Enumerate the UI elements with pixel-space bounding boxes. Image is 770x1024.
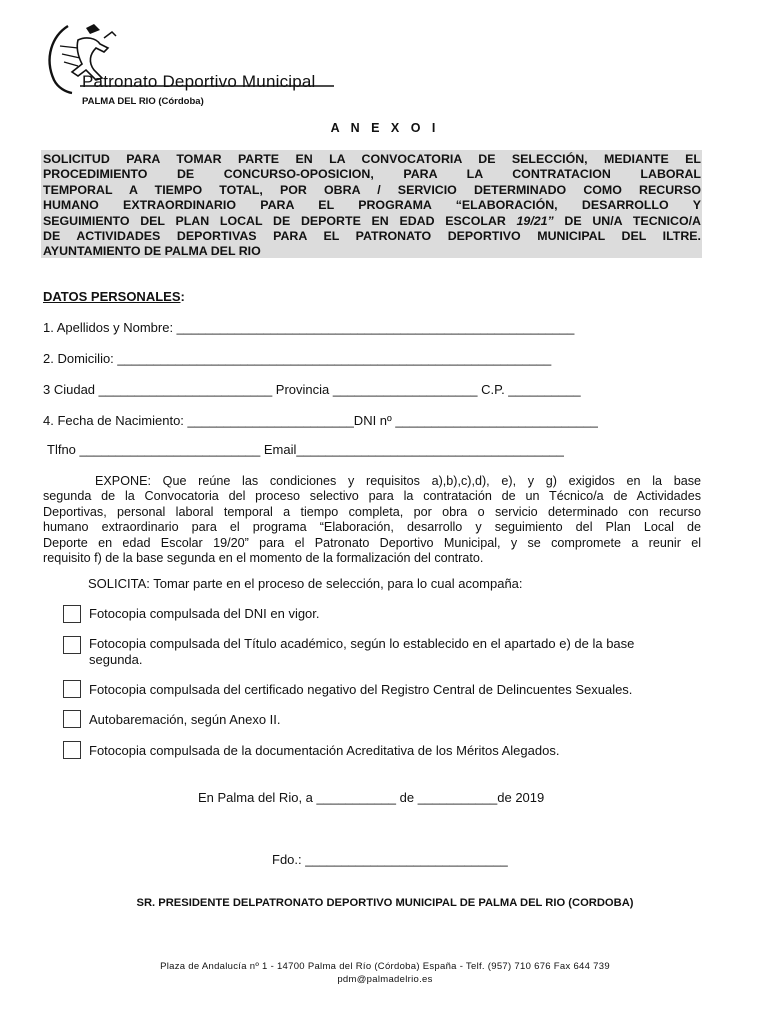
expone-line: segunda de la Convocatoria del proceso selectivo para la contratación de un Técnico/a de Actividades bbox=[43, 489, 701, 504]
section-title bbox=[43, 289, 185, 304]
request-text bbox=[43, 152, 701, 260]
org-location: PALMA DEL RIO (Córdoba) bbox=[82, 96, 204, 107]
footer bbox=[0, 960, 770, 986]
checkbox-label: Fotocopia compulsada de la documentación Acreditativa de los Méritos Alegados. bbox=[89, 743, 560, 758]
request-line: PROCEDIMIENTO DE CONCURSO-OPOSICION, PARA LA CONTRATACION LABORAL bbox=[43, 167, 701, 182]
checkbox-label: Fotocopia compulsada del DNI en vigor. bbox=[89, 606, 320, 621]
expone-line: Deportivas, personal laboral temporal a tiempo completa, por obra o servicio determinado con recurso bbox=[43, 504, 701, 519]
expone-line: EXPONE: Que reúne las condiciones y requisitos a),b),c),d), e), y g) exigidos en la base bbox=[95, 474, 701, 488]
expone-line: Deporte en edad Escolar 19/20” para el Patronato Deportivo Municipal, y se compromete a reunir el bbox=[43, 535, 701, 550]
checkbox-autobaremacion[interactable] bbox=[63, 710, 81, 728]
solicita-text: SOLICITA: Tomar parte en el proceso de selección, para lo cual acompaña: bbox=[88, 576, 523, 591]
checkbox-label: Fotocopia compulsada del certificado negativo del Registro Central de Delincuentes Sexuales. bbox=[89, 682, 633, 697]
page-title: A N E X O I bbox=[330, 121, 440, 135]
request-line: DE ACTIVIDADES DEPORTIVAS PARA EL PATRONATO DEPORTIVO MUNICIPAL DEL ILTRE. bbox=[43, 229, 701, 244]
checkbox-meritos[interactable] bbox=[63, 741, 81, 759]
request-line bbox=[43, 214, 701, 229]
expone-line: requisito f) de la base segunda en el momento de la formalización del contrato. bbox=[43, 551, 484, 566]
field-ciudad-provincia-cp[interactable]: 3 Ciudad ________________________ Provincia ____________________ C.P. __________ bbox=[43, 382, 581, 397]
request-line-part: SEGUIMIENTO DEL PLAN LOCAL DE DEPORTE EN EDAD ESCOLAR bbox=[43, 213, 517, 228]
section-title-text: DATOS PERSONALES bbox=[43, 289, 181, 304]
checkbox-certificado[interactable] bbox=[63, 680, 81, 698]
footer-email: pdm@palmadelrio.es bbox=[337, 974, 433, 985]
field-domicilio[interactable]: 2. Domicilio: ____________________________________________________________ bbox=[43, 351, 552, 366]
expone-line: humano extraordinario para el programa “Elaboración, desarrollo y seguimiento del Plan Local de bbox=[43, 520, 701, 535]
request-line: TEMPORAL A TIEMPO TOTAL, POR OBRA / SERVICIO DETERMINADO COMO RECURSO bbox=[43, 182, 701, 197]
checkbox-label-line: Fotocopia compulsada del Título académico, según lo establecido en el apartado e) de la base bbox=[89, 636, 635, 651]
expone-paragraph bbox=[43, 474, 701, 566]
recipient-line: SR. PRESIDENTE DELPATRONATO DEPORTIVO MUNICIPAL DE PALMA DEL RIO (CORDOBA) bbox=[136, 897, 634, 909]
section-title-colon: : bbox=[180, 289, 185, 304]
request-line-part: DE UN/A TECNICO/A bbox=[553, 213, 702, 228]
checkbox-dni[interactable] bbox=[63, 605, 81, 623]
request-line: AYUNTAMIENTO DE PALMA DEL RIO bbox=[43, 244, 261, 259]
field-fecha-dni[interactable]: 4. Fecha de Nacimiento: _______________________DNI nº ____________________________ bbox=[43, 413, 598, 428]
request-line: SOLICITUD PARA TOMAR PARTE EN LA CONVOCATORIA DE SELECCIÓN, MEDIANTE EL bbox=[43, 152, 701, 166]
org-name: Patronato Deportivo Municipal bbox=[82, 72, 316, 91]
checkbox-label-line: segunda. bbox=[89, 652, 143, 667]
checkbox-titulo[interactable] bbox=[63, 636, 81, 654]
field-telefono-email[interactable]: Tlfno _________________________ Email_____________________________________ bbox=[47, 442, 564, 457]
date-line[interactable]: En Palma del Rio, a ___________ de ___________de 2019 bbox=[198, 790, 545, 805]
program-years: 19/21” bbox=[516, 213, 554, 228]
signature-line[interactable]: Fdo.: ____________________________ bbox=[272, 852, 508, 867]
field-apellidos-nombre[interactable]: 1. Apellidos y Nombre: _______________________________________________________ bbox=[43, 320, 575, 335]
checkbox-label: Autobaremación, según Anexo II. bbox=[89, 712, 281, 727]
request-line: HUMANO EXTRAORDINARIO PARA EL PROGRAMA “ELABORACIÓN, DESARROLLO Y bbox=[43, 198, 701, 213]
footer-address: Plaza de Andalucía nº 1 - 14700 Palma del Río (Córdoba) España - Telf. (957) 710 676 Fax 644 739 bbox=[160, 961, 610, 972]
checkbox-label bbox=[89, 636, 709, 668]
